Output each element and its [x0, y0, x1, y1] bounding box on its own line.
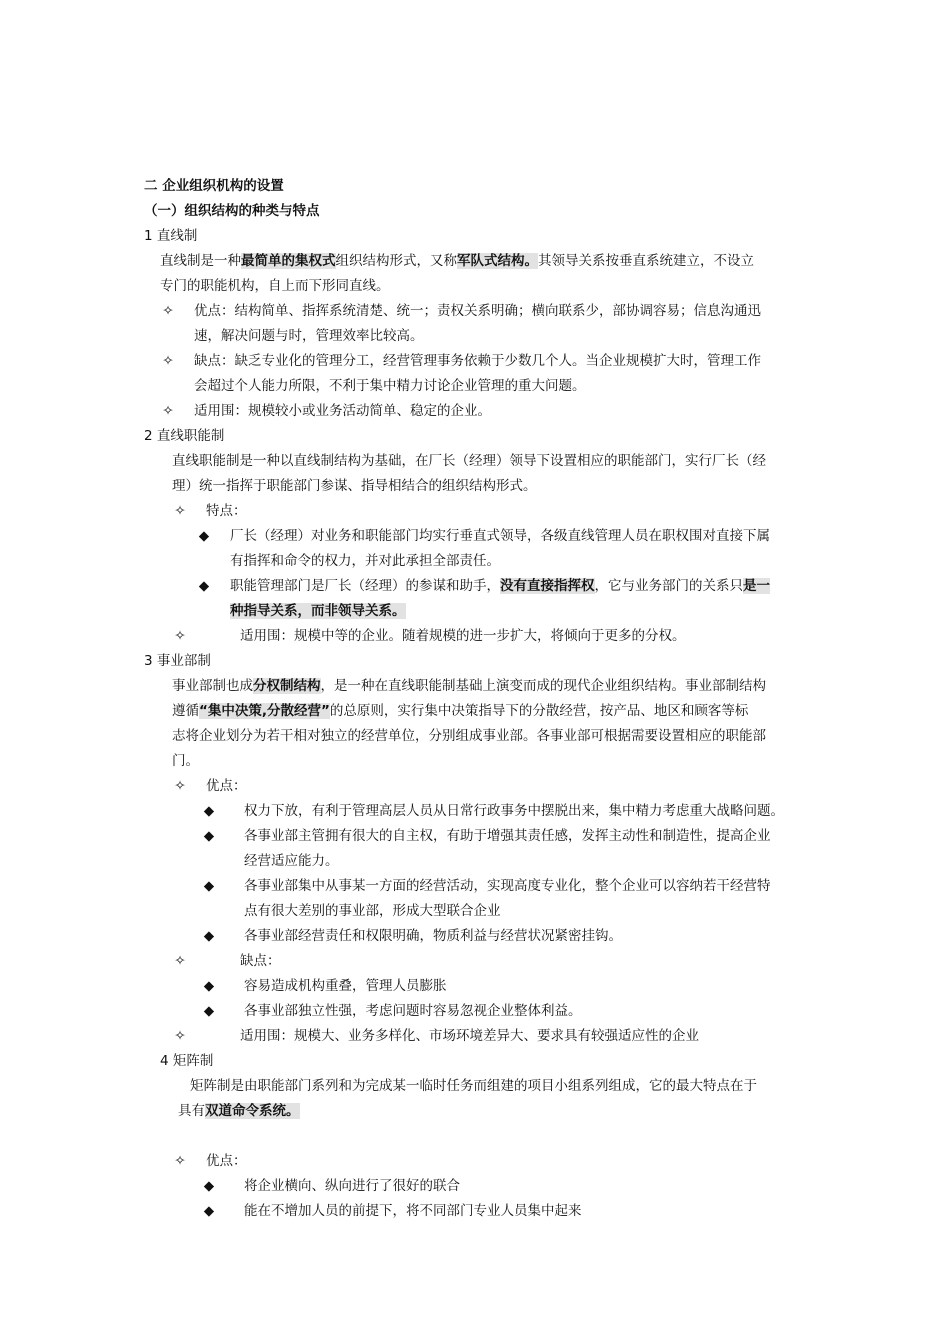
s1-highlight: 军队式结构。 — [457, 253, 538, 269]
diamond-outline-icon: ✧ — [162, 353, 174, 369]
s3-advantage-3-line-1: 各事业部集中从事某一方面的经营活动，实现高度专业化，整个企业可以容纳若干经营特 — [244, 878, 771, 894]
s4-para-line-1: 矩阵制是由职能部门系列和为完成某一临时任务而组建的项目小组系列组成，它的最大特点在于 — [190, 1078, 757, 1094]
s3-text: 事业部制也成 — [172, 678, 253, 694]
s2-scope: 适用围：规模中等的企业。随着规模的进一步扩大，将倾向于更多的分权。 — [240, 628, 686, 644]
s4-advantages-label: 优点： — [206, 1153, 247, 1169]
diamond-solid-icon: ◆ — [203, 1003, 215, 1019]
diamond-solid-icon: ◆ — [203, 928, 215, 944]
s1-para-line-1 — [160, 249, 754, 274]
s2-highlight: 没有直接指挥权 — [500, 578, 595, 594]
s1-disadvantages-line-2: 会超过个人能力所限，不利于集中精力讨论企业管理的重大问题。 — [194, 378, 586, 394]
s4-para-line-2 — [178, 1099, 300, 1124]
s1-title: 1 直线制 — [144, 228, 198, 244]
diamond-solid-icon: ◆ — [198, 578, 210, 594]
s1-para-line-2: 专门的职能机构，自上而下形同直线。 — [160, 278, 390, 294]
diamond-outline-icon: ✧ — [162, 303, 174, 319]
s2-highlight: 种指导关系，而非领导关系。 — [230, 603, 406, 619]
s3-disadvantage-2: 各事业部独立性强，考虑问题时容易忽视企业整体利益。 — [244, 1003, 582, 1019]
diamond-solid-icon: ◆ — [203, 828, 215, 844]
s3-title: 3 事业部制 — [144, 653, 211, 669]
s4-highlight: 双道命令系统。 — [205, 1103, 300, 1119]
s3-text: 的总原则，实行集中决策指导下的分散经营，按产品、地区和顾客等标 — [329, 703, 749, 719]
diamond-outline-icon: ✧ — [174, 1153, 186, 1169]
diamond-outline-icon: ✧ — [162, 403, 174, 419]
s3-disadvantage-1: 容易造成机构重叠，管理人员膨胀 — [244, 978, 447, 994]
diamond-outline-icon: ✧ — [174, 953, 186, 969]
s3-para-line-1 — [172, 674, 766, 699]
s1-scope: 适用围：规模较小或业务活动简单、稳定的企业。 — [194, 403, 491, 419]
s3-advantages-label: 优点： — [206, 778, 247, 794]
s1-highlight: 最简单的集权式 — [241, 253, 336, 269]
s1-advantages-line-2: 速，解决问题与时，管理效率比较高。 — [194, 328, 424, 344]
s3-para-line-4: 门。 — [172, 753, 199, 769]
s2-features-label: 特点： — [206, 503, 247, 519]
s3-para-line-3: 志将企业划分为若干相对独立的经营单位，分别组成事业部。各事业部可根据需要设置相应的职能部 — [172, 728, 766, 744]
s1-disadvantages-line-1: 缺点：缺乏专业化的管理分工，经营管理事务依赖于少数几个人。当企业规模扩大时，管理工作 — [194, 353, 761, 369]
diamond-solid-icon: ◆ — [203, 1178, 215, 1194]
diamond-solid-icon: ◆ — [203, 1203, 215, 1219]
s2-feature-2-line-2 — [230, 599, 406, 624]
diamond-solid-icon: ◆ — [203, 878, 215, 894]
s2-text: 职能管理部门是厂长（经理）的参谋和助手， — [230, 578, 500, 594]
s4-title: 4 矩阵制 — [160, 1053, 214, 1069]
s4-text: 具有 — [178, 1103, 205, 1119]
s2-para-line-1: 直线职能制是一种以直线制结构为基础，在厂长（经理）领导下设置相应的职能部门，实行厂长（经 — [172, 453, 766, 469]
s3-advantage-3-line-2: 点有很大差别的事业部，形成大型联合企业 — [244, 903, 501, 919]
diamond-solid-icon: ◆ — [203, 803, 215, 819]
section-heading: （一）组织结构的种类与特点 — [144, 203, 320, 219]
diamond-outline-icon: ✧ — [174, 628, 186, 644]
diamond-outline-icon: ✧ — [174, 1028, 186, 1044]
s2-text: ，它与业务部门的关系只 — [594, 578, 743, 594]
s1-text: 直线制是一种 — [160, 253, 241, 269]
s3-advantage-2-line-2: 经营适应能力。 — [244, 853, 339, 869]
s3-disadvantages-label: 缺点： — [240, 953, 281, 969]
s3-advantage-4: 各事业部经营责任和权限明确，物质利益与经营状况紧密挂钩。 — [244, 928, 622, 944]
s4-advantage-2: 能在不增加人员的前提下，将不同部门专业人员集中起来 — [244, 1203, 582, 1219]
s3-scope: 适用围：规模大、业务多样化、市场环境差异大、要求具有较强适应性的企业 — [240, 1028, 699, 1044]
chapter-heading: 二 企业组织机构的设置 — [144, 178, 284, 194]
diamond-solid-icon: ◆ — [203, 978, 215, 994]
diamond-solid-icon: ◆ — [198, 528, 210, 544]
s3-para-line-2 — [172, 699, 748, 724]
s3-advantage-2-line-1: 各事业部主管拥有很大的自主权，有助于增强其责任感，发挥主动性和制造性，提高企业 — [244, 828, 771, 844]
s3-highlight: 分权制结构 — [253, 678, 321, 694]
s2-feature-1-line-1: 厂长（经理）对业务和职能部门均实行垂直式领导，各级直线管理人员在职权围对直接下属 — [230, 528, 770, 544]
s2-highlight: 是一 — [743, 578, 770, 594]
s2-feature-1-line-2: 有指挥和命令的权力，并对此承担全部责任。 — [230, 553, 500, 569]
s2-title: 2 直线职能制 — [144, 428, 225, 444]
diamond-outline-icon: ✧ — [174, 503, 186, 519]
s2-para-line-2: 理）统一指挥于职能部门参谋、指导相结合的组织结构形式。 — [172, 478, 537, 494]
s4-advantage-1: 将企业横向、纵向进行了很好的联合 — [244, 1178, 460, 1194]
s3-highlight: “集中决策,分散经营” — [199, 703, 330, 719]
s1-advantages-line-1: 优点：结构简单、指挥系统清楚、统一；责权关系明确；横向联系少，部协调容易；信息沟通迅 — [194, 303, 761, 319]
s1-text: 组织结构形式，又称 — [335, 253, 457, 269]
s2-feature-2-line-1 — [230, 574, 770, 599]
diamond-outline-icon: ✧ — [174, 778, 186, 794]
s3-text: 遵循 — [172, 703, 199, 719]
s1-text: 其领导关系按垂直系统建立，不设立 — [538, 253, 754, 269]
s3-advantage-1: 权力下放，有利于管理高层人员从日常行政事务中摆脱出来，集中精力考虑重大战略问题。 — [244, 803, 784, 819]
s3-text: ，是一种在直线职能制基础上演变而成的现代企业组织结构。事业部制结构 — [320, 678, 766, 694]
